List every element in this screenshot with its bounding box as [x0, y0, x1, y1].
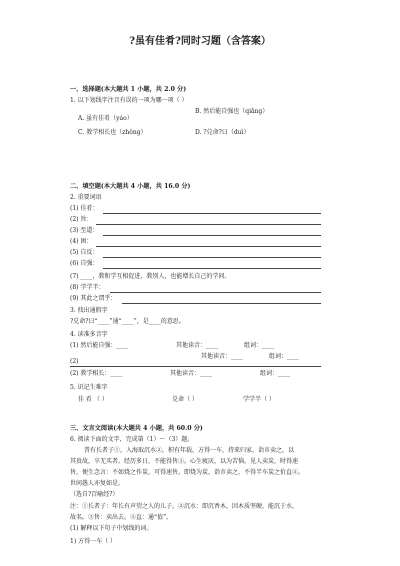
passage-line-3: 售，便生念言：不如烧之作炭，可得速售。即烧为炭，诣市卖之，不得半车炭之价直④。 [70, 469, 305, 476]
char-item-3: 学学半（ ） [243, 396, 275, 403]
option-c: C. 教学相长也（zhǒng） [78, 129, 147, 136]
answer-line [103, 257, 321, 258]
answer-line [96, 246, 321, 247]
question-6: 6. 阅读下面的文字，完成第（1）～（3）题。 [70, 436, 194, 443]
section-2-heading: 二、填空题(本大题共 4 小题，共 16.0 分) [70, 183, 191, 190]
answer-line [122, 303, 321, 304]
vocab-item-9: (9) 其此之谓乎： [70, 295, 117, 302]
option-d: D. ?兑命?曰（duì） [195, 129, 250, 136]
polyphone-2-word: 组词：____ [260, 370, 291, 377]
question-3: 3. 找出通假字 [70, 307, 108, 314]
vocab-item-1: (1) 佳肴： [70, 205, 99, 212]
question-4: 4. 读准多音字 [70, 331, 108, 338]
polyphone-1b-word: 组词：____ [269, 353, 300, 360]
question-6-1: (1) 解释以下句子中划线的词。 [70, 525, 153, 532]
vocab-item-5: (5) 自反： [70, 249, 99, 256]
answer-line [103, 268, 321, 269]
page-title: ?虽有佳肴?同时习题（含答案） [129, 36, 271, 47]
question-6-1-a: 1) 方得一车（ ） [70, 538, 116, 545]
passage-line-1: 昔有长者子①，入海取沉水②，积有年载，方得一车，持来归家，诣市卖之，以 [84, 447, 295, 454]
polyphone-1-word: 组词：____ [244, 342, 275, 349]
question-5: 5. 识记生难字 [70, 384, 108, 391]
vocab-item-4: (4) 困： [70, 238, 93, 245]
polyphone-1-other: 其他读音：____ [176, 342, 219, 349]
question-1: 1. 以下划线字注音有误的一项为哪一项（ ） [70, 97, 188, 104]
vocab-item-2: (2) 旨： [70, 216, 93, 223]
passage-line-4: 世间愚人亦复如是。 [70, 480, 125, 487]
vocab-item-8: (8) 学学半： [70, 284, 105, 291]
answer-line [110, 292, 321, 293]
char-item-2: 兑命（ ） [172, 396, 198, 403]
question-2: 2. 重要词语 [70, 194, 102, 201]
option-b: B. 然后能自强也（qiǎng） [195, 108, 269, 115]
polyphone-blank-label: (2) [70, 358, 79, 365]
char-item-1: 佳 肴 （ ） [78, 396, 108, 403]
vocab-item-3: (3) 至道： [70, 227, 99, 234]
passage-line-2: 其贵故，卒无买者。经历多日，不能得售③。心生疲厌，以为苦恼。见人卖炭，时得速 [70, 458, 299, 465]
answer-line [103, 213, 321, 214]
note-line-1: 注：①长者子：年长有声望之人的儿子。②沉水：即沉香木，因木质坚硬，能沉于水， [70, 503, 299, 510]
polyphone-1b-other: 其他读音：____ [201, 353, 244, 360]
section-3-heading: 三、文言文阅读(本大题共 4 小题，共 60.0 分) [70, 425, 203, 432]
note-line-2: 故名。③售：卖出去。④直：通“值”。 [70, 514, 173, 521]
passage-source: （选自?百喻经?） [70, 491, 119, 498]
answer-line [96, 224, 321, 225]
vocab-item-6: (6) 自强： [70, 260, 99, 267]
answer-line [103, 235, 321, 236]
question-3-line: ?兑命?曰“____”通“____”，是____的意思。 [70, 318, 185, 325]
option-a: A. 虽有佳肴（yáo） [78, 115, 133, 122]
polyphone-1: (1) 然后能自强：____ [70, 342, 129, 349]
polyphone-2-other: 其他读音：____ [170, 370, 213, 377]
section-1-heading: 一、选择题(本大题共 1 小题，共 2.0 分) [70, 86, 187, 93]
polyphone-2: (2) 教学相长：____ [70, 370, 123, 377]
answer-line [70, 366, 321, 367]
vocab-item-7: (7) ____，教和学互相促进，教别人，也能增长自己的学问。 [70, 273, 231, 280]
